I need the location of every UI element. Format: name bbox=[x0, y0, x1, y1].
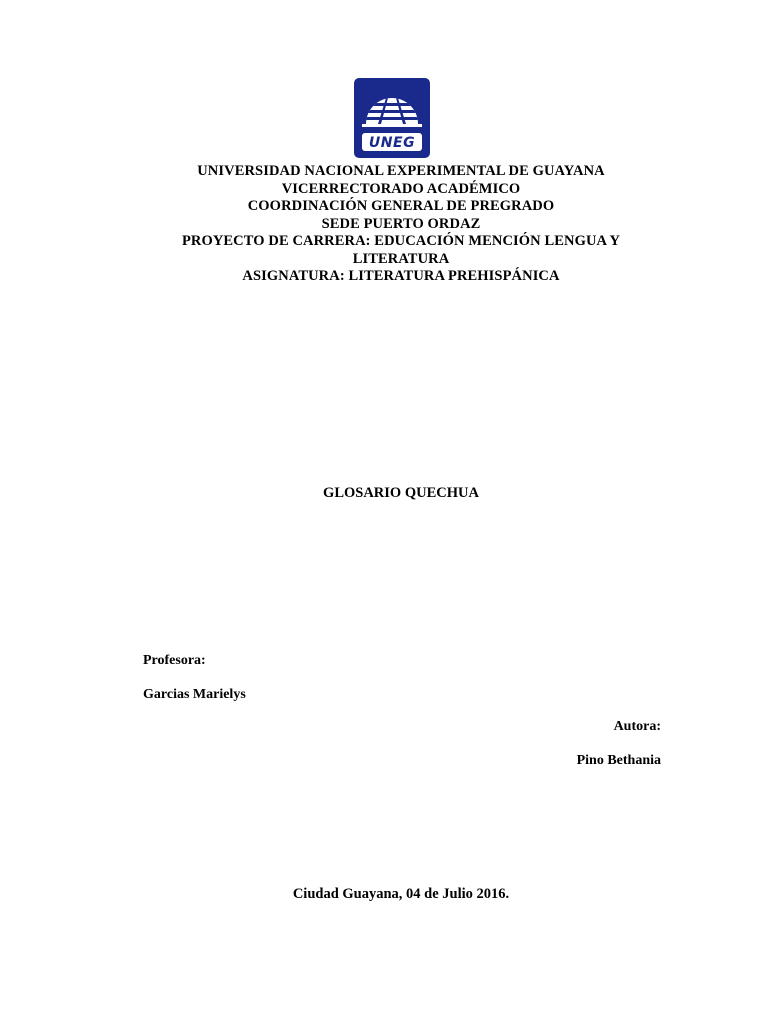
svg-text:UNEG: UNEG bbox=[368, 135, 416, 151]
place-date: Ciudad Guayana, 04 de Julio 2016. bbox=[292, 886, 510, 902]
uneg-logo-graphic bbox=[354, 78, 430, 158]
header-line-proyecto: PROYECTO DE CARRERA: EDUCACIÓN MENCIÓN LENGUA Y bbox=[181, 233, 621, 249]
header-line-asignatura: ASIGNATURA: LITERATURA PREHISPÁNICA bbox=[242, 268, 560, 284]
header-line-proyecto-cont: LITERATURA bbox=[352, 250, 450, 267]
document-title: GLOSARIO QUECHUA bbox=[323, 485, 479, 501]
header-line-vicerrectorado: VICERRECTORADO ACADÉMICO bbox=[281, 180, 521, 197]
teacher-label: Profesora: bbox=[143, 653, 206, 668]
header-line-coordinacion: COORDINACIÓN GENERAL DE PREGRADO bbox=[247, 198, 555, 214]
teacher-name: Garcias Marielys bbox=[143, 687, 246, 702]
header-line-university: UNIVERSIDAD NACIONAL EXPERIMENTAL DE GUAYANA bbox=[197, 163, 605, 179]
institution-header bbox=[100, 163, 702, 286]
header-line-sede: SEDE PUERTO ORDAZ bbox=[321, 215, 481, 232]
author-name: Pino Bethania bbox=[576, 753, 661, 768]
uneg-logo bbox=[354, 78, 430, 158]
author-label: Autora: bbox=[613, 719, 661, 734]
